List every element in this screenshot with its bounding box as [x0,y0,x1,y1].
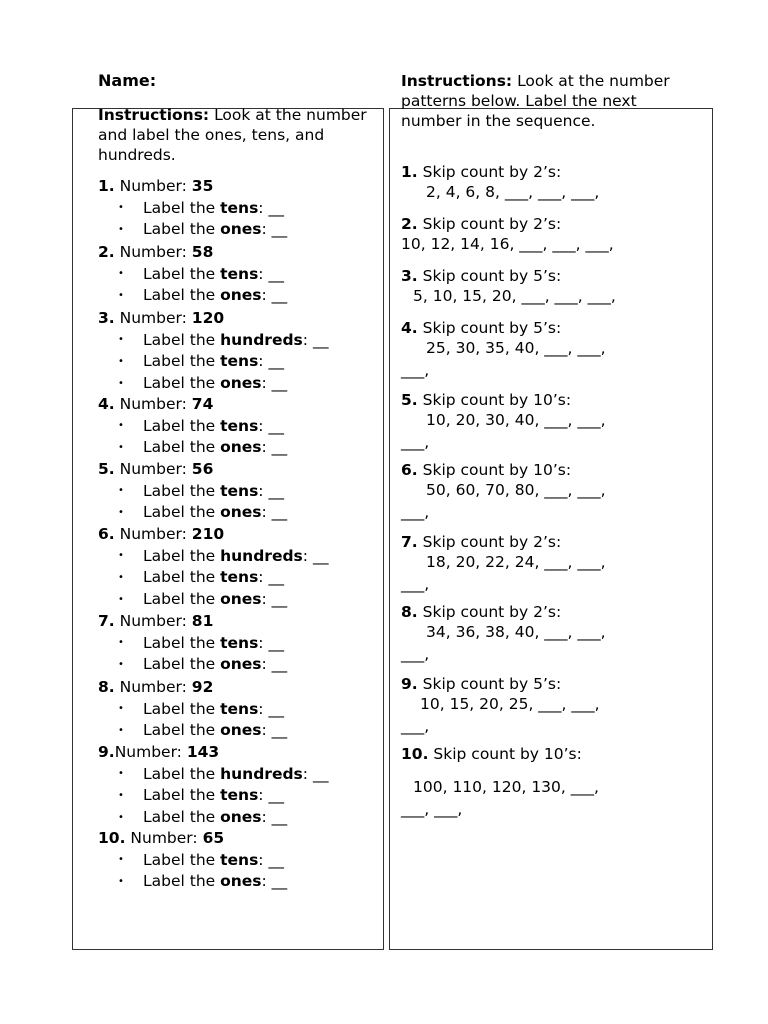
question-number: 10. [98,829,126,847]
number-word: Number: [119,395,192,413]
sequence-line-continued: ___, [401,575,430,593]
bullet-icon: • [118,703,124,715]
bullet-icon: • [118,593,124,605]
skip-count-question [401,318,561,338]
place-name: tens [220,416,259,435]
answer-blank[interactable]: : __ [261,872,288,891]
place-name: ones [220,286,262,305]
question-value: 143 [186,743,220,761]
label-bullet [118,373,287,394]
label-the-text: Label the [143,416,221,435]
skip-count-question [401,532,561,552]
label-the-text: Label the [143,764,221,783]
sequence-line-continued: ___, [401,503,430,521]
label-the-text: Label the [143,220,221,239]
question-number: 2. [98,243,115,261]
place-name: ones [220,721,262,740]
question-title: Skip count by 2’s: [422,215,562,233]
answer-blank[interactable]: : __ [258,633,284,652]
place-name: ones [220,438,262,457]
label-the-text: Label the [143,352,221,371]
question-title: Skip count by 10’s: [422,461,572,479]
bullet-icon: • [118,355,124,367]
place-name: ones [220,220,262,239]
bullet-icon: • [118,377,124,389]
label-the-text: Label the [143,568,221,587]
answer-blank[interactable]: : __ [258,198,284,217]
question-value: 58 [191,243,214,261]
place-value-question [98,677,213,697]
answer-blank[interactable]: : __ [261,655,288,674]
question-title: Skip count by 2’s: [422,163,562,181]
place-name: tens [220,850,259,869]
question-number: 10. [401,745,429,763]
place-value-question [98,524,224,544]
label-bullet [118,198,284,219]
place-name: ones [220,655,262,674]
place-name: hundreds [220,330,303,349]
question-number: 8. [98,678,115,696]
label-bullet [118,764,328,785]
place-value-question [98,742,219,762]
number-word: Number: [119,612,192,630]
label-bullet [118,264,284,285]
place-value-question [98,611,213,631]
question-number: 9. [401,675,418,693]
answer-blank[interactable]: : __ [258,786,284,805]
label-the-text: Label the [143,264,221,283]
answer-blank[interactable]: : __ [258,416,284,435]
place-name: tens [220,699,259,718]
label-bullet [118,807,287,828]
question-value: 210 [191,525,225,543]
right-instructions-text: Look at the number patterns below. Label the next number in the sequence. [401,72,670,130]
number-word: Number: [119,243,192,261]
question-number: 4. [98,395,115,413]
label-bullet [118,330,328,351]
label-the-text: Label the [143,850,221,869]
place-name: tens [220,198,259,217]
label-the-text: Label the [143,721,221,740]
label-bullet [118,699,284,720]
label-bullet [118,654,287,675]
question-number: 3. [98,309,115,327]
label-the-text: Label the [143,590,221,609]
sequence-line: 18, 20, 22, 24, ___, ___, [426,553,606,571]
label-bullet [118,285,287,306]
answer-blank[interactable]: : __ [258,699,284,718]
number-word: Number: [119,525,192,543]
label-the-text: Label the [143,699,221,718]
question-title: Skip count by 5’s: [422,267,562,285]
label-the-text: Label the [143,481,221,500]
bullet-icon: • [118,506,124,518]
bullet-icon: • [118,571,124,583]
skip-count-question [401,674,561,694]
sequence-line: 34, 36, 38, 40, ___, ___, [426,623,606,641]
number-word: Number: [119,678,192,696]
label-the-text: Label the [143,330,221,349]
place-name: tens [220,352,259,371]
label-the-text: Label the [143,808,221,827]
bullet-icon: • [118,789,124,801]
sequence-line: 5, 10, 15, 20, ___, ___, ___, [413,287,616,305]
label-bullet [118,351,284,372]
answer-blank[interactable]: : __ [258,481,284,500]
place-name: tens [220,264,259,283]
question-value: 120 [191,309,225,327]
place-value-question [98,176,213,196]
place-value-question [98,242,213,262]
question-number: 8. [401,603,418,621]
answer-blank[interactable]: : __ [261,590,288,609]
label-bullet [118,871,287,892]
question-number: 5. [98,460,115,478]
label-bullet [118,567,284,588]
place-name: tens [220,786,259,805]
bullet-icon: • [118,658,124,670]
sequence-line: 25, 30, 35, 40, ___, ___, [426,339,606,357]
question-value: 92 [191,678,214,696]
number-word: Number: [119,309,192,327]
place-value-question [98,828,224,848]
place-name: ones [220,808,262,827]
sequence-line: 100, 110, 120, 130, ___, [413,778,599,796]
answer-blank[interactable]: : __ [258,850,284,869]
right-instructions [401,71,701,131]
question-number: 6. [401,461,418,479]
label-the-text: Label the [143,198,221,217]
place-name: hundreds [220,546,303,565]
question-number: 3. [401,267,418,285]
bullet-icon: • [118,223,124,235]
question-title: Skip count by 2’s: [422,533,562,551]
skip-count-question [401,390,571,410]
answer-blank[interactable]: : __ [302,330,329,349]
label-bullet [118,502,287,523]
question-number: 2. [401,215,418,233]
sequence-line-continued: ___, ___, [401,800,463,818]
place-name: hundreds [220,764,303,783]
bullet-icon: • [118,289,124,301]
question-value: 35 [191,177,214,195]
question-number: 1. [401,163,418,181]
number-word: Number: [119,460,192,478]
answer-blank[interactable]: : __ [302,546,329,565]
answer-blank[interactable]: : __ [261,721,288,740]
number-word: Number: [130,829,203,847]
label-the-text: Label the [143,546,221,565]
question-number: 1. [98,177,115,195]
left-instructions-text: Look at the number and label the ones, tens, and hundreds. [98,106,367,164]
place-value-question [98,394,213,414]
sequence-line: 50, 60, 70, 80, ___, ___, [426,481,606,499]
label-the-text: Label the [143,633,221,652]
label-bullet [118,850,284,871]
sequence-line-continued: ___, [401,361,430,379]
skip-count-question [401,744,582,764]
sequence-line-continued: ___, [401,717,430,735]
answer-blank[interactable]: : __ [261,808,288,827]
bullet-icon: • [118,724,124,736]
question-number: 4. [401,319,418,337]
sequence-line: 2, 4, 6, 8, ___, ___, ___, [426,183,600,201]
question-number: 6. [98,525,115,543]
number-word: Number: [114,743,187,761]
sequence-line: 10, 12, 14, 16, ___, ___, ___, [401,235,614,253]
answer-blank[interactable]: : __ [258,264,284,283]
place-value-question [98,459,213,479]
answer-blank[interactable]: : __ [258,352,284,371]
skip-count-question [401,162,561,182]
label-bullet [118,589,287,610]
question-title: Skip count by 10’s: [422,391,572,409]
bullet-icon: • [118,420,124,432]
place-name: ones [220,872,262,891]
left-instructions [98,105,380,165]
label-the-text: Label the [143,786,221,805]
answer-blank[interactable]: : __ [302,764,329,783]
bullet-icon: • [118,268,124,280]
right-instructions-bold: Instructions: [401,72,513,90]
label-bullet [118,481,284,502]
bullet-icon: • [118,550,124,562]
answer-blank[interactable]: : __ [261,286,288,305]
label-bullet [118,437,287,458]
label-bullet [118,785,284,806]
label-bullet [118,219,287,240]
question-value: 56 [191,460,214,478]
answer-blank[interactable]: : __ [261,220,288,239]
bullet-icon: • [118,811,124,823]
place-name: ones [220,374,262,393]
question-number: 7. [401,533,418,551]
label-bullet [118,416,284,437]
place-name: ones [220,590,262,609]
sequence-line: 10, 15, 20, 25, ___, ___, [420,695,600,713]
label-the-text: Label the [143,374,221,393]
label-the-text: Label the [143,503,221,522]
question-number: 7. [98,612,115,630]
number-word: Number: [119,177,192,195]
question-title: Skip count by 5’s: [422,319,562,337]
bullet-icon: • [118,875,124,887]
place-name: tens [220,481,259,500]
skip-count-question [401,266,561,286]
sequence-line-continued: ___, [401,645,430,663]
answer-blank[interactable]: : __ [261,503,288,522]
bullet-icon: • [118,202,124,214]
skip-count-question [401,602,561,622]
question-value: 74 [191,395,214,413]
label-the-text: Label the [143,872,221,891]
bullet-icon: • [118,768,124,780]
place-name: tens [220,633,259,652]
place-name: tens [220,568,259,587]
bullet-icon: • [118,854,124,866]
answer-blank[interactable]: : __ [261,374,288,393]
label-the-text: Label the [143,438,221,457]
bullet-icon: • [118,334,124,346]
question-title: Skip count by 5’s: [422,675,562,693]
label-bullet [118,720,287,741]
name-label: Name: [98,71,157,90]
question-number: 9. [98,743,115,761]
place-value-question [98,308,224,328]
label-the-text: Label the [143,286,221,305]
sequence-line: 10, 20, 30, 40, ___, ___, [426,411,606,429]
bullet-icon: • [118,441,124,453]
skip-count-question [401,460,571,480]
left-instructions-bold: Instructions: [98,106,210,124]
label-the-text: Label the [143,655,221,674]
question-number: 5. [401,391,418,409]
label-bullet [118,633,284,654]
bullet-icon: • [118,637,124,649]
sequence-line-continued: ___, [401,433,430,451]
skip-count-question [401,214,561,234]
label-bullet [118,546,328,567]
question-title: Skip count by 10’s: [433,745,582,763]
place-name: ones [220,503,262,522]
question-value: 81 [191,612,214,630]
question-title: Skip count by 2’s: [422,603,562,621]
bullet-icon: • [118,485,124,497]
answer-blank[interactable]: : __ [261,438,288,457]
answer-blank[interactable]: : __ [258,568,284,587]
question-value: 65 [202,829,225,847]
